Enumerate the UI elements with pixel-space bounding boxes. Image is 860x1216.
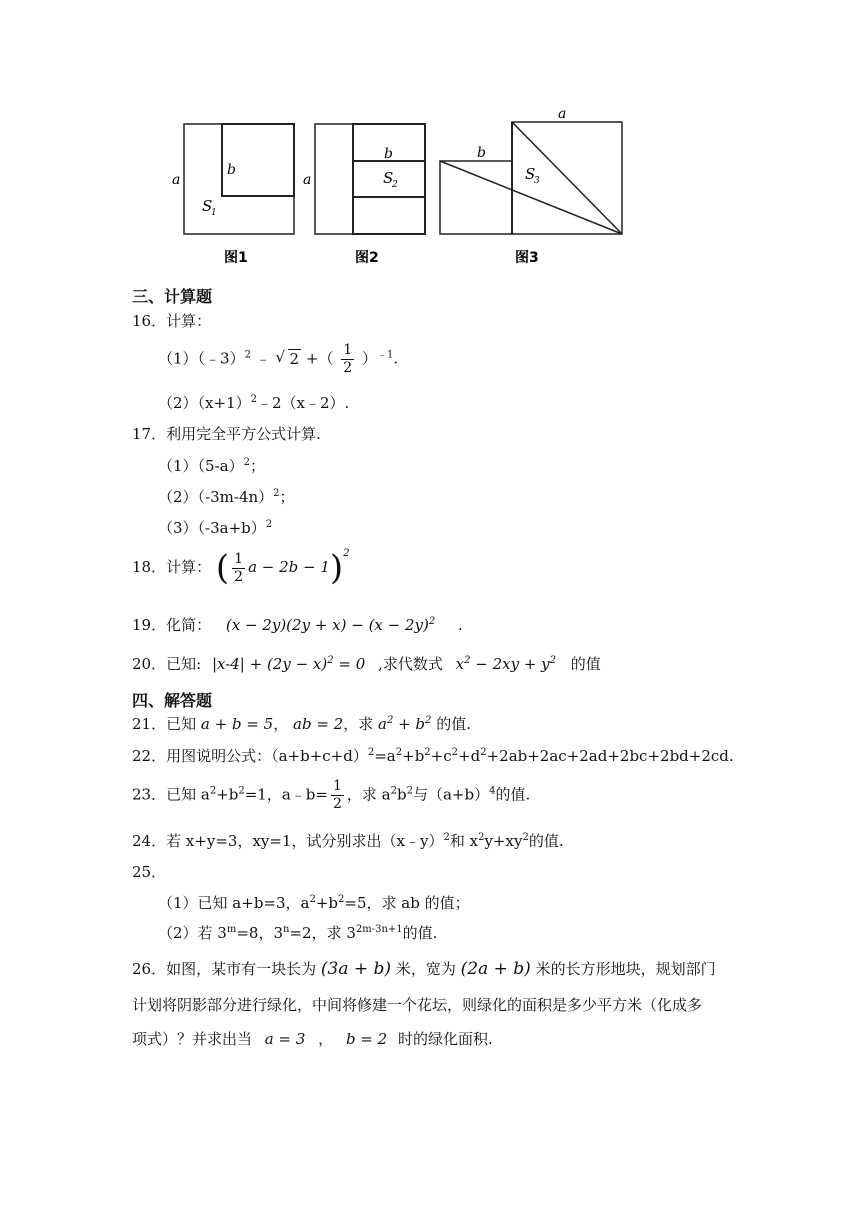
fig2-label-a: a bbox=[303, 172, 312, 188]
geometry-figures bbox=[160, 100, 640, 270]
q21-math-2: ab = 2 bbox=[293, 715, 344, 733]
fig2-label-sub: 2 bbox=[392, 180, 398, 190]
fig1-label-s: S bbox=[202, 197, 213, 215]
fig2-label-b: b bbox=[384, 146, 393, 162]
figure-1 bbox=[172, 124, 294, 266]
q17-p1-exp: 2 bbox=[243, 457, 250, 468]
q17-p1-punct: ； bbox=[249, 457, 265, 475]
fig2-label-s: S bbox=[383, 169, 394, 187]
question-16 bbox=[132, 310, 211, 331]
q20-num: 20． bbox=[132, 655, 167, 673]
q20-tail: 的值 bbox=[570, 655, 601, 673]
q20-expression: $x^2 - 2xy + y^2$ bbox=[455, 655, 557, 673]
q16-part-2 bbox=[158, 392, 349, 413]
q20-mid: ,求代数式 bbox=[378, 655, 443, 673]
section-3-title: 三、计算题 bbox=[132, 287, 213, 306]
q19-tail: . bbox=[458, 616, 463, 634]
q18-text: 计算： bbox=[166, 558, 212, 576]
q20-text: 已知: bbox=[166, 655, 202, 673]
fig3-label-sub: 3 bbox=[534, 176, 540, 186]
q16-p2-exp: 2 bbox=[250, 394, 257, 405]
fig2-caption: 图2 bbox=[355, 250, 379, 266]
q26-math-b: b = 2 bbox=[345, 1030, 388, 1048]
q24-num: 24． bbox=[132, 832, 167, 850]
question-23: 23．已知 $a^2+b^2=1$，a﹣b= $\frac{1}{2}$ ，求 $a^2b^2$与$(a+b)^4$的值. bbox=[132, 778, 531, 812]
question-18 bbox=[132, 548, 350, 588]
question-25 bbox=[132, 861, 166, 882]
q17-p2-exp: 2 bbox=[273, 488, 280, 499]
q19-expression: $(x - 2y)(2y + x) - (x - 2y)^2$ bbox=[225, 616, 436, 634]
q17-text: 利用完全平方公式计算. bbox=[166, 425, 321, 443]
q16-p1-exp: 2 bbox=[244, 349, 251, 361]
fig3-label-b: b bbox=[477, 145, 486, 161]
question-26-line-3: 项式）？并求出当 a = 3 ， b = 2 时的绿化面积. bbox=[132, 1030, 493, 1048]
q21-math-3: $a^2 + b^2$ bbox=[378, 715, 432, 733]
q17-p1-text: （1）（5-a） bbox=[158, 457, 244, 475]
question-24: 24．若 x+y=3，xy=1，试分别求出（x﹣y）$^2$和 $x^2y+xy^2$的值. bbox=[132, 832, 564, 850]
question-21 bbox=[132, 713, 471, 734]
sqrt-symbol: √ 2 bbox=[275, 347, 300, 368]
q21-t3: ，求 bbox=[343, 715, 374, 733]
question-22: 22．用图说明公式：$(a+b+c+d)^2=a^2+b^2+c^2+d^2+2ab+2ac+2ad+2bc+2bd+2cd$. bbox=[132, 747, 734, 765]
fig1-label-a: a bbox=[172, 172, 181, 188]
q26-num: 26． bbox=[132, 960, 167, 978]
q20-condition: $|x-4| + (2y - x)^2 = 0$ bbox=[211, 655, 366, 673]
q17-part-3 bbox=[158, 517, 272, 538]
q17-num: 17． bbox=[132, 425, 167, 443]
q26-math-width: (2a + b) bbox=[460, 959, 531, 979]
q16-part-1 bbox=[158, 342, 398, 377]
q21-math-1: a + b = 5 bbox=[200, 715, 274, 733]
fig3-label-a: a bbox=[558, 106, 567, 122]
fig1-label-b: b bbox=[227, 162, 236, 178]
fig1-label-sub: 1 bbox=[211, 208, 217, 218]
q16-p1-paren: +（ bbox=[305, 349, 334, 368]
q18-num: 18． bbox=[132, 558, 167, 576]
q16-p1-text: （1）（﹣3） bbox=[158, 349, 245, 368]
q17-part-2 bbox=[158, 486, 295, 507]
question-26-line-1: 26．如图，某市有一块长为 (3a + b) 米，宽为 (2a + b) 米的长方形地块，规划部门 bbox=[132, 959, 716, 979]
q17-part-1 bbox=[158, 455, 265, 476]
fig3-label-s: S bbox=[525, 165, 536, 183]
q17-p2-text: （2）（-3m-4n） bbox=[158, 488, 274, 506]
q16-p1-minus: ﹣ bbox=[255, 349, 271, 368]
q16-p1-radicand: 2 bbox=[289, 349, 300, 368]
q16-p1-period: . bbox=[393, 349, 399, 368]
q19-text: 化简： bbox=[166, 616, 212, 634]
q25-num: 25． bbox=[132, 863, 167, 881]
q21-num: 21． bbox=[132, 715, 167, 733]
q18-expression: ( $\frac{1}{2}$ a − 2b − 1)$^2$ bbox=[215, 548, 350, 588]
figure-2 bbox=[303, 124, 425, 266]
q17-p3-text: （3）（-3a+b） bbox=[158, 519, 266, 537]
q26-math-a: a = 3 bbox=[264, 1030, 306, 1048]
q16-text: 计算： bbox=[166, 312, 212, 330]
q17-p2-punct: ； bbox=[279, 488, 295, 506]
q16-p1-close: ） bbox=[361, 349, 377, 368]
q21-t4: 的值. bbox=[436, 715, 471, 733]
q19-num: 19． bbox=[132, 616, 167, 634]
q21-t1: 已知 bbox=[166, 715, 197, 733]
section-4-title: 四、解答题 bbox=[132, 691, 213, 710]
fig3-caption: 图3 bbox=[515, 250, 539, 266]
q16-p2-rest: ﹣2（x﹣2）. bbox=[257, 394, 350, 412]
question-26-line-2: 计划将阴影部分进行绿化，中间将修建一个花坛，则绿化的面积是多少平方米（化成多 bbox=[132, 996, 703, 1014]
q22-num: 22． bbox=[132, 747, 167, 765]
q21-t2: ， bbox=[273, 715, 289, 733]
q23-fraction: $\frac{1}{2}$ bbox=[332, 778, 342, 812]
figure-3 bbox=[440, 106, 622, 266]
q25-part-1: （1）已知 a+b=3，$a^2+b^2=5$，求 ab 的值； bbox=[158, 894, 470, 912]
q16-fraction: $\frac{1}{2}$ bbox=[343, 342, 353, 376]
q25-part-2: （2）若 $3^m=8$，$3^n=2$，求 $3^{2m-3n+1}$的值. bbox=[158, 924, 438, 942]
q16-num: 16． bbox=[132, 312, 167, 330]
q16-p2-text: （2）（x+1） bbox=[158, 394, 251, 412]
fig1-caption: 图1 bbox=[224, 250, 248, 266]
q26-math-length: (3a + b) bbox=[320, 959, 392, 979]
question-19 bbox=[132, 614, 463, 635]
q17-p3-exp: 2 bbox=[265, 519, 273, 530]
q23-num: 23． bbox=[132, 785, 167, 804]
q16-p1-exp2: ﹣1 bbox=[376, 349, 394, 361]
question-20 bbox=[132, 653, 601, 674]
question-17 bbox=[132, 423, 321, 444]
